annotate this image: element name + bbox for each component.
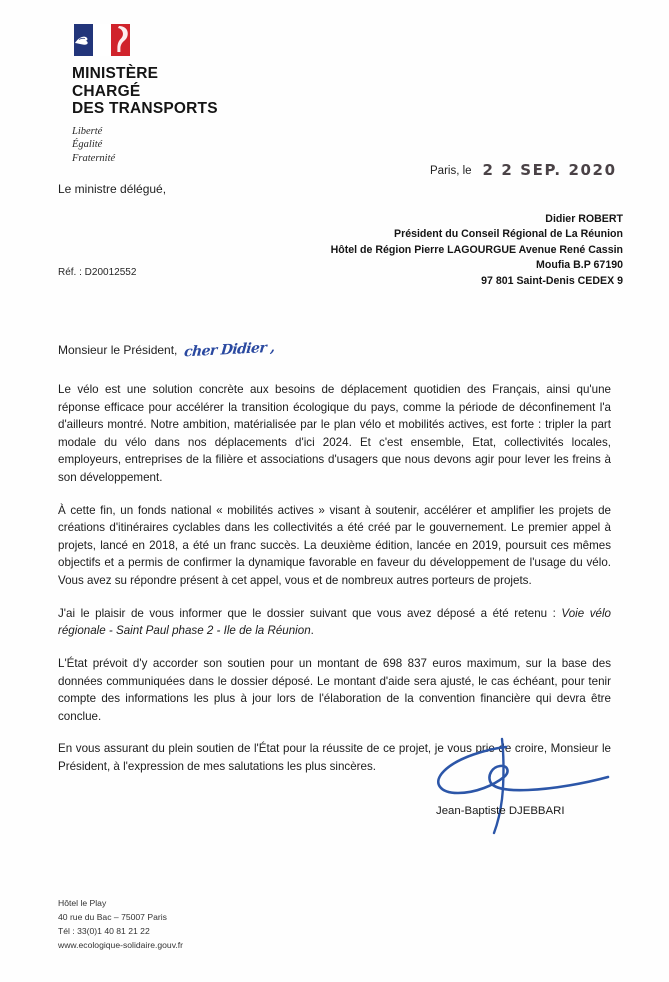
- ministry-title-line-2: CHARGÉ: [72, 82, 141, 100]
- addressee-address-line-2: Moufia B.P 67190: [536, 259, 623, 272]
- footer-street: 40 rue du Bac – 75007 Paris: [58, 911, 167, 922]
- motto-fraternite: Fraternité: [72, 152, 116, 164]
- letter-body: [58, 381, 611, 776]
- letterhead: [72, 24, 332, 165]
- body-paragraph-2: À cette fin, un fonds national « mobilités actives » visant à soutenir, accélérer et amplifier les projets de créations d'itinéraires cyclables dans les collectivités a été créé par le gouvernement. Le premier appel à projets, lancé en 2018, a été un franc succès. La deuxième édition, lancée en 2019, poursuit ces mêmes objectifs et a permis de confirmer la dynamique favorable en faveur du développement de l'usage du vélo. Vous avez su répondre présent à cet appel, vous et de nombreux autres porteurs de projets.: [58, 503, 611, 588]
- body-paragraph-4: L'État prévoit d'y accorder son soutien pour un montant de 698 837 euros maximum, sur la base des données communiquées dans le dossier déposé. Le montant d'aide sera ajusté, le cas échéant, pour tenir compte des informations les plus à jour lors de l'élaboration de la convention financière qui devra être conclue.: [58, 656, 611, 723]
- date-stamp: 2 2 SEP. 2020: [482, 161, 617, 179]
- footer-building: Hôtel le Play: [58, 898, 107, 908]
- addressee-name: Didier ROBERT: [545, 213, 623, 225]
- body-paragraph-1: Le vélo est une solution concrète aux besoins de déplacement quotidien des Français, ainsi qu'une réponse efficace pour accélérer la transition écologique du pays, comme la période de déconfinement l'a d'ailleurs montré. Notre ambition, matérialisée par le plan vélo et mobilités actives, est forte : tripler la part modale du vélo dans nos déplacements d'ici 2024. Et c'est ensemble, Etat, collectivités locales, employeurs, entreprises de la filière et associations d'usagers que nous devons agir pour lever les freins à son développement.: [58, 383, 611, 485]
- footer-contact-block: [58, 897, 183, 953]
- motto-egalite: Égalité: [72, 139, 103, 151]
- signatory-name: Jean-Baptiste DJEBBARI: [436, 805, 565, 817]
- addressee-block: [331, 212, 623, 289]
- salutation-handwritten-annotation: cher Didier ,: [183, 339, 276, 361]
- salutation: [58, 339, 276, 361]
- footer-website: www.ecologique-solidaire.gouv.fr: [58, 939, 183, 950]
- place-and-date: [430, 160, 617, 178]
- marianne-silhouette-icon: [74, 32, 93, 48]
- place-label: Paris, le: [430, 165, 472, 177]
- flag-white-band: [93, 24, 112, 56]
- handwritten-signature-icon: [418, 735, 618, 835]
- footer-phone: Tél : 33(0)1 40 81 21 22: [58, 925, 150, 936]
- ministry-title-line-1: MINISTÈRE: [72, 65, 159, 82]
- body-paragraph-5: En vous assurant du plein soutien de l'État pour la réussite de ce projet, je vous prie de croire, Monsieur le Président, à l'expression de mes salutations les plus sincères.: [58, 742, 611, 773]
- republic-motto: [72, 125, 332, 165]
- body-paragraph-3-prefix: J'ai le plaisir de vous informer que le dossier suivant que vous avez déposé a été retenu :: [58, 606, 562, 620]
- body-paragraph-3-suffix: .: [310, 624, 314, 638]
- addressee-address-line-3: 97 801 Saint-Denis CEDEX 9: [481, 274, 623, 287]
- project-name: Voie vélo régionale - Saint Paul phase 2 - Ile de la Réunion: [58, 606, 612, 638]
- ministry-title: [72, 65, 332, 118]
- marianne-profile-icon: [116, 26, 129, 52]
- flag-blue-band: [74, 24, 93, 56]
- salutation-printed: Monsieur le Président,: [58, 343, 178, 357]
- french-flag-marianne-logo: [74, 24, 130, 56]
- minister-role-line: Le ministre délégué,: [58, 182, 167, 196]
- ministry-title-line-3: DES TRANSPORTS: [72, 100, 218, 118]
- body-paragraph-3: [58, 605, 611, 640]
- motto-liberte: Liberté: [72, 125, 103, 137]
- signature-block: [418, 735, 618, 835]
- addressee-title: Président du Conseil Régional de La Réunion: [394, 228, 623, 241]
- reference-number: Réf. : D20012552: [58, 267, 137, 278]
- flag-red-band: [111, 24, 130, 56]
- addressee-address-line-1: Hôtel de Région Pierre LAGOURGUE Avenue René Cassin: [330, 243, 623, 256]
